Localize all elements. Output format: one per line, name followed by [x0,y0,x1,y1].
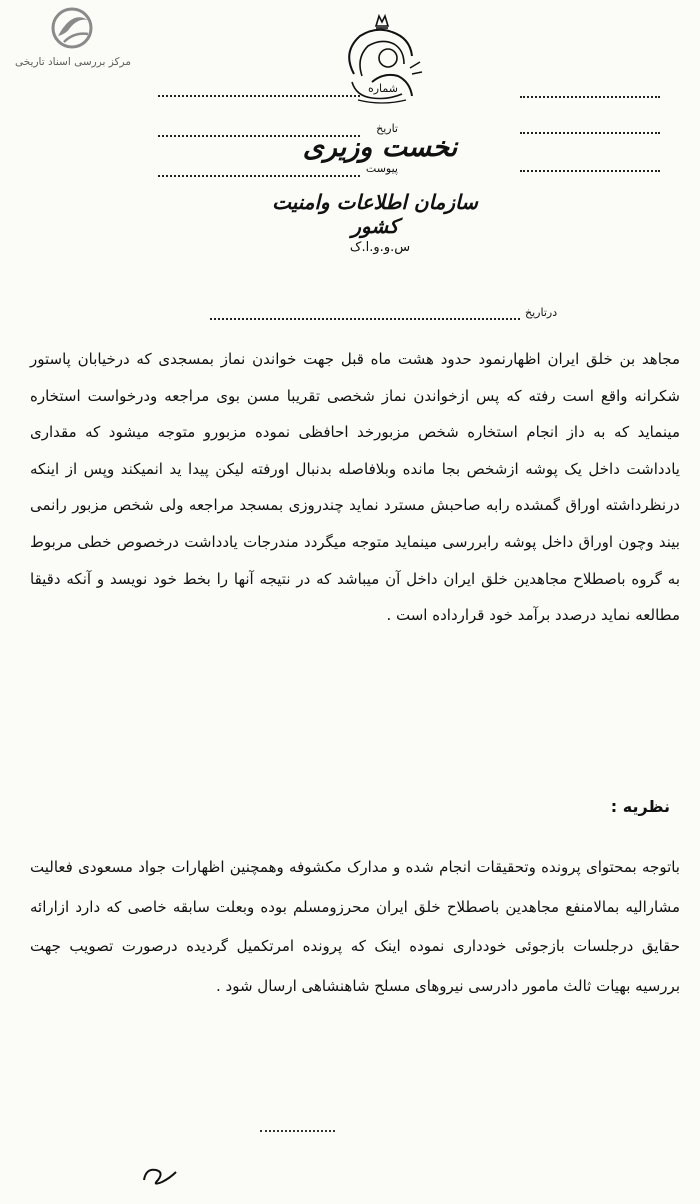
right-line-3 [520,170,660,172]
letterhead-line1: نخست وزیری [302,132,458,163]
date-line [158,135,360,137]
signature-line [260,1130,335,1132]
opinion-heading: نظریه : [610,797,670,816]
archive-seal-icon [44,6,100,54]
archive-watermark [8,6,138,76]
number-line [158,95,360,97]
body-paragraph-1: مجاهد بن خلق ایران اظهارنمود حدود هشت ماه قبل جهت خواندن نماز بمسجدی که درخیابان پاستور شکرانه واقع است رفته که پس ازخواندن نماز شخصی تقریبا مسن بوی مراجعه ودرخواست استخاره مینماید که به داز انجام استخاره شخص مزبورخد احافظی نموده مزبورو متوجه میشود که مقداری یادداشت داخل یک پوشه ازشخص بجا مانده وبلافاصله بدنبال اورفته لیکن پیدا ید انمیکند وپس از اینکه درنظرداشته اوراق گمشده رابه صاحبش مسترد نماید چندروزی بمسجد مراجعه ولی شخص مزبور رانمی بیند وچون اوراق داخل پوشه رابررسی مینماید متوجه میگردد مندرجات یادداشت درخصوص خطی مربوط به گروه باصطلاح مجاهدین خلق ایران داخل آن میباشد که در نتیجه آنها را بخط خود نویسد و آنکه دقیقا مطالعه نماید درصدد برآمد خود قرارداده است . [30,350,680,625]
number-label: شماره [367,82,398,95]
attachment-line [158,175,360,177]
body-paragraph-2: باتوجه بمحتوای پرونده وتحقیقات انجام شده و مدارک مکشوفه وهمچنین اظهارات جواد مسعودی فعالیت مشارالیه بمالامنفع مجاهدین باصطلاح خلق ایران محرزومسلم بوده وبعلت سابقه خاصی که دارد ازارائه حقایق درجلسات بازجوئی خودداری نموده اینک که پرونده امرتکمیل گردیده درصورت تصویب جهت بررسیه بهیات ثالث مامور دادرسی نیروهای مسلح شاهنشاهی ارسال شود . [30,858,680,995]
number-field [158,82,398,102]
attachment-label: پیوست [365,162,398,175]
date-field [158,122,398,142]
attachment-field [158,162,398,182]
handwritten-signature-icon [140,1158,180,1188]
letterhead-ref-code: س.و.و.ا.ک [349,240,411,255]
date-label: تاریخ [376,122,398,135]
date-line-long [210,318,520,320]
right-line-2 [520,132,660,134]
right-line-1 [520,96,660,98]
watermark-text: مرکز بررسی اسناد تاریخی [15,56,131,68]
letterhead-line2: سازمان اطلاعات وامنیت کشور [272,190,478,238]
date-mark: درتاریخ [525,306,558,319]
